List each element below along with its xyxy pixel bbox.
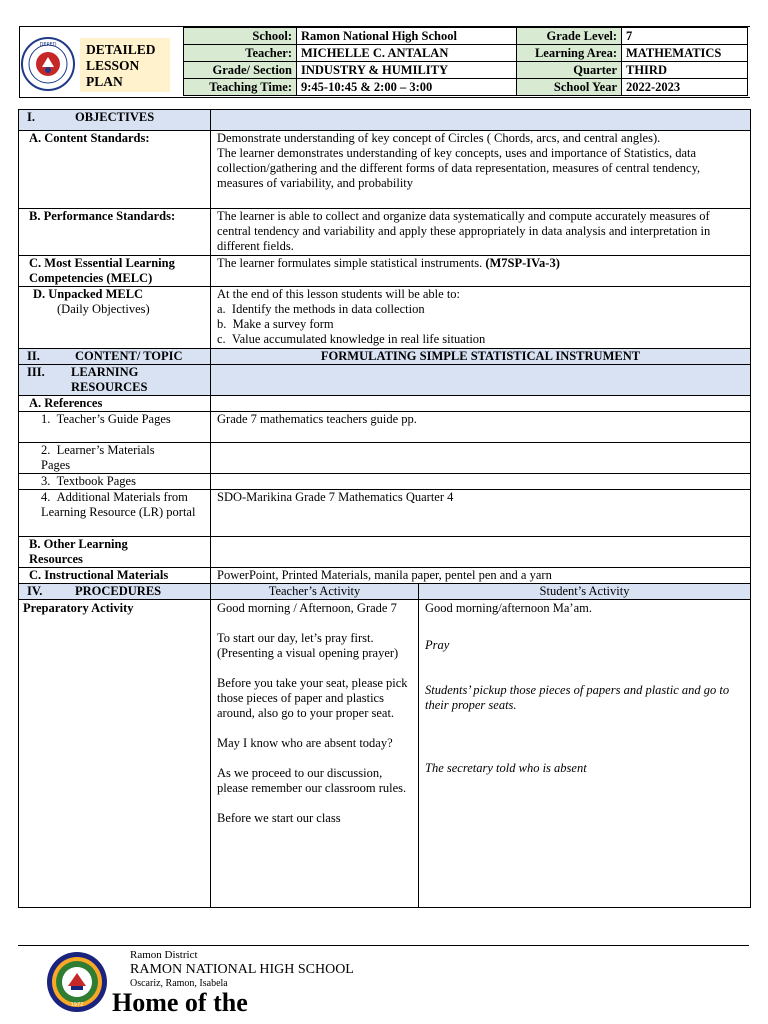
teaching-time-label: Teaching Time: [184,79,297,96]
school-seal [46,951,108,1013]
section-value: INDUSTRY & HUMILITY [297,62,517,79]
school-label: School: [184,28,297,45]
objective-item: b. Make a survey form [217,317,334,331]
lesson-plan-title: DETAILED LESSON PLAN [80,38,170,92]
learning-resources-heading: III. LEARNING RESOURCES [19,365,211,396]
footer-school-name: RAMON NATIONAL HIGH SCHOOL [130,962,354,977]
footer-district: Ramon District [130,949,198,961]
svg-text:DEPED: DEPED [39,42,57,48]
teacher-line: Before we start our class [217,811,341,825]
learners-materials-label: 2. Learner’s Materials Pages [19,443,211,474]
unpacked-melc-value: At the end of this lesson students will be able to: a. Identify the methods in data collection b. Make a survey form c. Value accumulated knowledge in real life situation [211,287,751,349]
learning-area-value: MATHEMATICS [622,45,748,62]
footer-divider [18,945,749,946]
lesson-plan-table [18,109,751,908]
additional-materials-label: 4. Additional Materials from Learning Resource (LR) portal [19,490,211,537]
content-topic-value: FORMULATING SIMPLE STATISTICAL INSTRUMENT [211,349,751,365]
teacher-value: MICHELLE C. ANTALAN [297,45,517,62]
content-topic-heading: II. CONTENT/ TOPIC [19,349,211,365]
instructional-materials-value: PowerPoint, Printed Materials, manila paper, pentel pen and a yarn [211,568,751,584]
additional-materials-value: SDO-Marikina Grade 7 Mathematics Quarter 4 [211,490,751,537]
teacher-activity-cell [211,600,419,908]
student-line: Good morning/afternoon Ma’am. [425,601,592,615]
grade-level-label: Grade Level: [517,28,622,45]
procedures-heading: IV. PROCEDURES [19,584,211,600]
teachers-guide-label: 1. Teacher’s Guide Pages [19,412,211,443]
textbook-pages-value [211,474,751,490]
quarter-label: Quarter [517,62,622,79]
performance-standards-label: B. Performance Standards: [19,209,211,256]
student-line: Pray [425,638,450,652]
student-line: The secretary told who is absent [425,761,587,775]
school-value: Ramon National High School [297,28,517,45]
references-label: A. References [19,396,211,412]
svg-text:1972: 1972 [70,1002,84,1008]
objective-item: c. Value accumulated knowledge in real life situation [217,332,486,346]
preparatory-activity-label: Preparatory Activity [19,600,211,908]
teacher-line: As we proceed to our discussion, please remember our classroom rules. [217,766,407,795]
other-resources-value [211,537,751,568]
teacher-line: To start our day, let’s pray first. (Presenting a visual opening prayer) [217,631,399,660]
other-resources-label: B. Other Learning Resources [19,537,211,568]
teachers-guide-value: Grade 7 mathematics teachers guide pp. [211,412,751,443]
student-activity-header: Student’s Activity [419,584,751,600]
student-activity-cell [419,600,751,908]
footer-address: Oscariz, Ramon, Isabela [130,978,228,989]
deped-seal [21,37,75,91]
melc-label: C. Most Essential Learning Competencies (MELC) [19,256,211,287]
objective-item: a. Identify the methods in data collection [217,302,425,316]
content-standards-value: Demonstrate understanding of key concept of Circles ( Chords, arcs, and central angles). The learner demonstrates understanding of key concepts, uses and importance of Statistics, data collection/gathering and the different forms of data representation, measures of central tendency, measures of variability, and probability [211,131,751,209]
school-year-label: School Year [517,79,622,96]
teaching-time-value: 9:45-10:45 & 2:00 – 3:00 [297,79,517,96]
performance-standards-value: The learner is able to collect and organize data systematically and compute accurately measures of central tendency and variability and apply these appropriately in data analysis and interpretation in different fields. [211,209,751,256]
textbook-pages-label: 3. Textbook Pages [19,474,211,490]
school-year-value: 2022-2023 [622,79,748,96]
unpacked-melc-label: D. Unpacked MELC (Daily Objectives) [19,287,211,349]
teacher-activity-header: Teacher’s Activity [211,584,419,600]
learners-materials-value [211,443,751,474]
learning-area-label: Learning Area: [517,45,622,62]
footer-tagline: Home of the [112,988,248,1017]
quarter-value: THIRD [622,62,748,79]
content-standards-label: A. Content Standards: [19,131,211,209]
student-line: Students’ pickup those pieces of papers and plastic and go to their proper seats. [425,683,730,712]
teacher-line: May I know who are absent today? [217,736,393,750]
melc-value: The learner formulates simple statistical instruments. (M7SP-IVa-3) [211,256,751,287]
teacher-line: Before you take your seat, please pick those pieces of paper and plastics around, also go to your proper seat. [217,676,408,720]
header-table [183,27,748,96]
section-label: Grade/ Section [184,62,297,79]
teacher-label: Teacher: [184,45,297,62]
instructional-materials-label: C. Instructional Materials [19,568,211,584]
objectives-heading: I. OBJECTIVES [19,110,211,131]
grade-level-value: 7 [622,28,748,45]
teacher-line: Good morning / Afternoon, Grade 7 [217,601,397,615]
